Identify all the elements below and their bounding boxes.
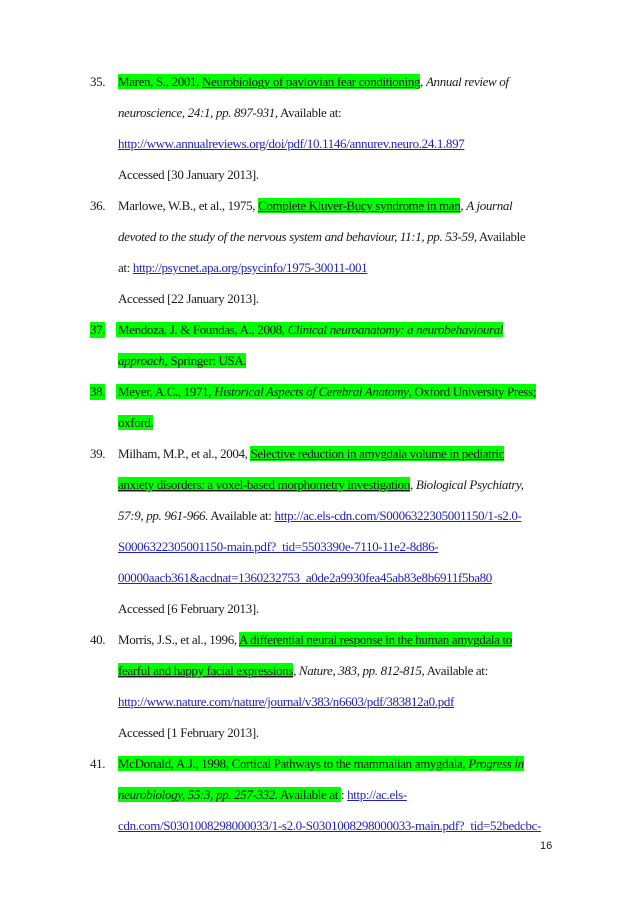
reference-title: Historical Aspects of Cerebral Anatomy [214, 384, 409, 399]
reference-title[interactable]: Complete Kluver-Bucy syndrome in man [258, 198, 461, 213]
page-number: 16 [540, 840, 553, 852]
reference-41-line-3 [118, 818, 541, 834]
reference-title: approach [118, 353, 165, 368]
reference-35-line-3 [118, 136, 464, 152]
reference-title: Clinical neuroanatomy: a neurobehavioural [287, 322, 504, 337]
reference-title[interactable]: Neurobiology of pavlovian fear conditioning [201, 74, 421, 89]
reference-39-line-4 [118, 539, 438, 555]
reference-authors-year: Morris, J.S., et al., 1996, [118, 632, 239, 647]
reference-number: 41. [90, 756, 106, 771]
reference-journal: neurobiology, 55:3, pp. 257-332. [118, 787, 278, 802]
reference-authors-year: Maren, S., 2001, [118, 74, 202, 89]
reference-authors-year: Milham, M.P., et al., 2004, [118, 446, 251, 461]
reference-title[interactable]: Selective reduction in amygdala volume in pediatric [250, 446, 505, 461]
available-label: Available at: [208, 508, 275, 523]
reference-publisher: , Oxford University Press; [408, 384, 536, 399]
reference-37-line-2 [118, 353, 246, 369]
reference-number: 36. [90, 198, 106, 213]
reference-37-line-1 [116, 322, 503, 338]
reference-journal: devoted to the study of the nervous system and behaviour, 11:1, pp. 53-59, [118, 229, 477, 244]
reference-authors-year: Meyer, A.C., 1971, [118, 384, 215, 399]
reference-36-line-2 [118, 229, 525, 245]
reference-url-link[interactable]: 00000aacb361&acdnat=1360232753_a0de2a9930fea45ab83e8b6911f5ba80 [118, 570, 492, 585]
separator: , [410, 477, 416, 492]
reference-url-link[interactable]: http://psycnet.apa.org/psycinfo/1975-30011-001 [132, 260, 368, 275]
reference-number: 38. [90, 384, 106, 399]
reference-url-link[interactable]: http://www.nature.com/nature/journal/v383/n6603/pdf/383812a0.pdf [118, 694, 454, 709]
reference-url-link[interactable]: cdn.com/S0301008298000033/1-s2.0-S0301008298000033-main.pdf?_tid=52bedcbc- [118, 818, 542, 833]
reference-title[interactable]: A differential neural response in the human amygdala to [238, 632, 512, 647]
separator: : [340, 787, 348, 802]
separator: , [293, 663, 299, 678]
reference-40-line-3 [118, 694, 454, 710]
reference-publisher: oxford. [118, 415, 154, 430]
reference-41-line-2 [118, 787, 407, 803]
reference-39-line-2 [118, 477, 524, 493]
reference-accessed: Accessed [1 February 2013]. [118, 725, 259, 740]
reference-38-line-1 [116, 384, 536, 400]
reference-title[interactable]: anxiety disorders: a voxel-based morphometry investigation [118, 477, 410, 492]
reference-journal: neuroscience, 24:1, pp. 897-931, [118, 105, 278, 120]
reference-39-line-1 [118, 446, 504, 462]
available-label: Available [476, 229, 526, 244]
reference-number: 39. [90, 446, 106, 461]
available-label: Available at [277, 787, 341, 802]
reference-url-link[interactable]: http://ac.els-cdn.com/S0006322305001150/1-s2.0- [274, 508, 522, 523]
available-label: at: [118, 260, 133, 275]
reference-accessed: Accessed [30 January 2013]. [118, 167, 259, 182]
reference-accessed: Accessed [22 January 2013]. [118, 291, 259, 306]
reference-journal: Nature, 383, pp. 812-815, [298, 663, 425, 678]
available-label: Available at: [277, 105, 342, 120]
separator: , [460, 198, 467, 213]
reference-journal: Progress in [468, 756, 524, 771]
reference-38-line-2 [118, 415, 153, 431]
reference-accessed: Accessed [6 February 2013]. [118, 601, 259, 616]
reference-35-line-1 [118, 74, 509, 90]
reference-journal: Annual review of [425, 74, 509, 89]
reference-number: 35. [90, 74, 106, 89]
available-label: Available at: [424, 663, 488, 678]
reference-journal: 57:9, pp. 961-966. [118, 508, 209, 523]
reference-authors-year: Marlowe, W.B., et al., 1975, [118, 198, 259, 213]
reference-url-link[interactable]: S0006322305001150-main.pdf?_tid=5503390e-7110-11e2-8d86- [118, 539, 439, 554]
separator: , [420, 74, 426, 89]
reference-41-line-1 [118, 756, 524, 772]
reference-title[interactable]: fearful and happy facial expressions [118, 663, 294, 678]
reference-39-line-3 [118, 508, 521, 524]
reference-authors-year: Mendoza, J. & Foundas, A., 2008, [118, 322, 288, 337]
reference-40-line-2 [118, 663, 488, 679]
reference-journal: A journal [466, 198, 513, 213]
reference-authors-title: McDonald, A.J., 1998, Cortical Pathways to the mammalian amygdala, [118, 756, 469, 771]
reference-36-line-3 [118, 260, 367, 276]
reference-number: 40. [90, 632, 106, 647]
reference-publisher: , Springer: USA. [164, 353, 247, 368]
reference-url-link[interactable]: http://www.annualreviews.org/doi/pdf/10.1146/annurev.neuro.24.1.897 [118, 136, 465, 151]
reference-35-line-2 [118, 105, 341, 121]
reference-url-link[interactable]: http://ac.els- [347, 787, 407, 802]
reference-journal: Biological Psychiatry, [415, 477, 524, 492]
reference-number: 37. [90, 322, 106, 337]
reference-40-line-1 [118, 632, 512, 648]
reference-39-line-5 [118, 570, 492, 586]
reference-36-line-1 [118, 198, 512, 214]
